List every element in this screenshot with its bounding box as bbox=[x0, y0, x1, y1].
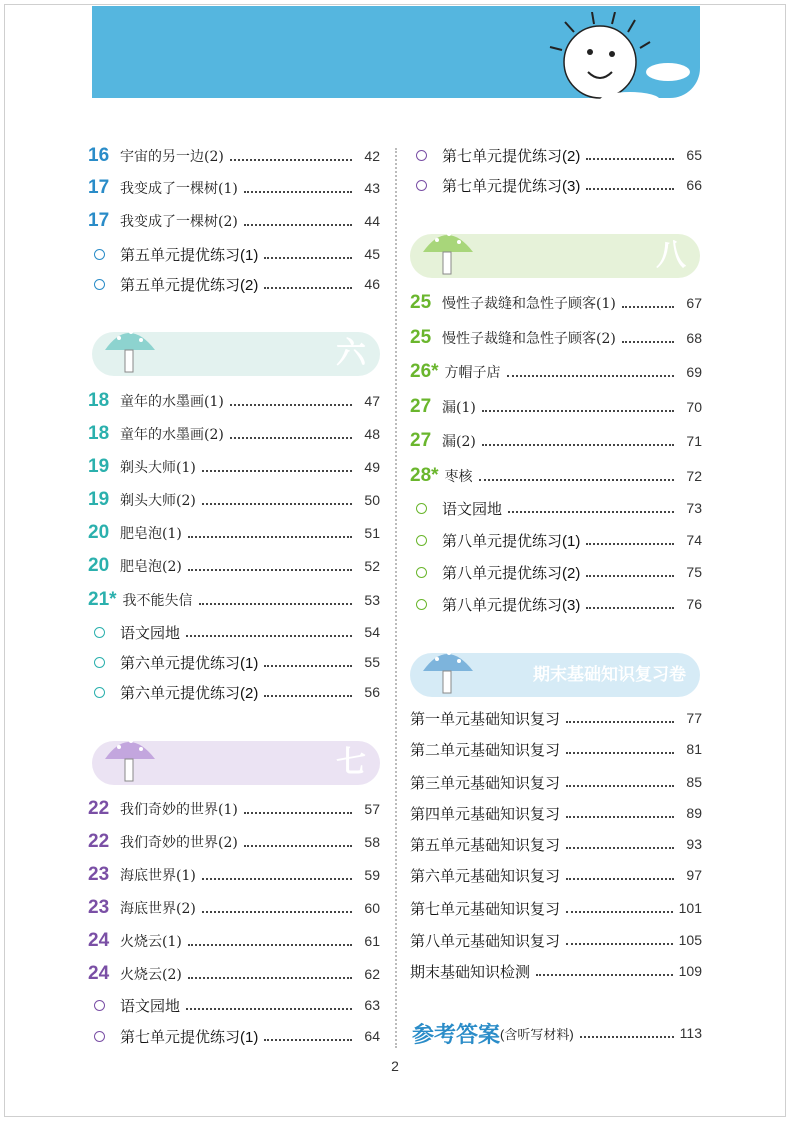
entry-title: 第七单元提优练习(1) bbox=[120, 1028, 259, 1046]
page-ref: 105 bbox=[678, 932, 702, 948]
entry-title: 我们奇妙的世界(1) bbox=[120, 802, 238, 818]
toc-entry[interactable] bbox=[410, 528, 702, 552]
entry-title: 第五单元基础知识复习 bbox=[410, 836, 561, 854]
entry-title: 海底世界(1) bbox=[120, 868, 196, 884]
leader-dots bbox=[264, 257, 352, 259]
circle-bullet-icon bbox=[88, 687, 120, 698]
page-ref: 46 bbox=[364, 276, 380, 292]
leader-dots bbox=[264, 665, 352, 667]
lesson-number: 16 bbox=[88, 145, 110, 166]
entry-title: 童年的水墨画(2) bbox=[120, 427, 224, 443]
entry-title: 枣核 bbox=[444, 469, 473, 485]
toc-entry[interactable] bbox=[410, 429, 702, 453]
entry-title: 第三单元基础知识复习 bbox=[410, 774, 561, 792]
toc-entry[interactable] bbox=[88, 680, 380, 704]
page-ref: 47 bbox=[364, 393, 380, 409]
leader-dots bbox=[230, 437, 352, 439]
leader-dots bbox=[479, 479, 674, 481]
lesson-number: 23 bbox=[88, 864, 110, 885]
entry-title: 肥皂泡(1) bbox=[120, 526, 182, 542]
section-header-review bbox=[410, 653, 700, 697]
lesson-number: 22 bbox=[88, 831, 110, 852]
entry-title: 第五单元提优练习(2) bbox=[120, 276, 259, 294]
entry-title: 火烧云(1) bbox=[120, 934, 182, 950]
leader-dots bbox=[186, 1008, 352, 1010]
toc-entry[interactable] bbox=[410, 173, 702, 197]
toc-entry[interactable] bbox=[410, 928, 702, 952]
page-ref: 54 bbox=[364, 624, 380, 640]
page-ref: 67 bbox=[686, 295, 702, 311]
toc-entry[interactable] bbox=[410, 143, 702, 167]
page-ref: 44 bbox=[364, 213, 380, 229]
leader-dots bbox=[586, 575, 674, 577]
section-header-eight bbox=[410, 234, 700, 278]
lesson-number: 17 bbox=[88, 177, 110, 198]
section-label: 期末基础知识复习卷 bbox=[533, 665, 686, 685]
entry-title: 童年的水墨画(1) bbox=[120, 394, 224, 410]
leader-dots bbox=[230, 404, 352, 406]
entry-title: 剃头大师(1) bbox=[120, 460, 196, 476]
page-ref: 73 bbox=[686, 500, 702, 516]
entry-title: 第二单元基础知识复习 bbox=[410, 741, 561, 759]
page-ref: 72 bbox=[686, 468, 702, 484]
entry-title: 语文园地 bbox=[120, 997, 181, 1015]
lesson-number: 25 bbox=[410, 327, 432, 348]
toc-entry[interactable] bbox=[88, 863, 380, 887]
page-ref: 77 bbox=[686, 710, 702, 726]
circle-bullet-icon bbox=[88, 1000, 120, 1011]
lesson-number: 28* bbox=[410, 465, 439, 486]
answers-note: (含听写材料) bbox=[500, 1026, 574, 1042]
leader-dots bbox=[507, 375, 674, 377]
lesson-number: 23 bbox=[88, 897, 110, 918]
toc-entry[interactable] bbox=[410, 770, 702, 794]
page-ref: 74 bbox=[686, 532, 702, 548]
section-header-six bbox=[92, 332, 380, 376]
page-ref: 45 bbox=[364, 246, 380, 262]
leader-dots bbox=[586, 158, 674, 160]
leader-dots bbox=[566, 785, 674, 787]
lesson-number: 19 bbox=[88, 489, 110, 510]
toc-entry[interactable] bbox=[410, 560, 702, 584]
toc-entry[interactable] bbox=[88, 830, 380, 854]
toc-entry[interactable] bbox=[88, 929, 380, 953]
page-ref: 89 bbox=[686, 805, 702, 821]
page-ref: 93 bbox=[686, 836, 702, 852]
leader-dots bbox=[566, 878, 674, 880]
entry-title: 我不能失信 bbox=[122, 593, 193, 609]
toc-entry[interactable] bbox=[410, 737, 702, 761]
entry-title: 第八单元基础知识复习 bbox=[410, 932, 561, 950]
leader-dots bbox=[244, 812, 352, 814]
circle-bullet-icon bbox=[410, 180, 442, 191]
toc-entry[interactable] bbox=[410, 801, 702, 825]
page-ref: 56 bbox=[364, 684, 380, 700]
leader-dots bbox=[482, 444, 674, 446]
entry-title: 慢性子裁缝和急性子顾客(2) bbox=[442, 331, 616, 347]
entry-title: 剃头大师(2) bbox=[120, 493, 196, 509]
toc-entry[interactable] bbox=[88, 242, 380, 266]
entry-title: 肥皂泡(2) bbox=[120, 559, 182, 575]
circle-bullet-icon bbox=[410, 567, 442, 578]
entry-title: 第七单元提优练习(2) bbox=[442, 147, 581, 165]
toc-entry[interactable] bbox=[88, 144, 380, 168]
entry-title: 第七单元基础知识复习 bbox=[410, 900, 561, 918]
entry-title: 慢性子裁缝和急性子顾客(1) bbox=[442, 296, 616, 312]
entry-title: 漏(1) bbox=[442, 400, 476, 416]
circle-bullet-icon bbox=[410, 503, 442, 514]
toc-entry[interactable] bbox=[88, 896, 380, 920]
entry-title: 第五单元提优练习(1) bbox=[120, 246, 259, 264]
page-ref: 63 bbox=[364, 997, 380, 1013]
mushroom-icon bbox=[415, 218, 479, 282]
page-ref: 68 bbox=[686, 330, 702, 346]
toc-entry[interactable] bbox=[410, 496, 702, 520]
leader-dots bbox=[188, 944, 352, 946]
leader-dots bbox=[244, 191, 352, 193]
page-ref: 62 bbox=[364, 966, 380, 982]
section-label: 七 bbox=[336, 745, 366, 780]
leader-dots bbox=[566, 816, 674, 818]
toc-entry[interactable] bbox=[88, 455, 380, 479]
mushroom-icon bbox=[97, 725, 161, 789]
entry-title: 漏(2) bbox=[442, 434, 476, 450]
toc-entry[interactable] bbox=[410, 395, 702, 419]
section-label: 六 bbox=[336, 336, 366, 371]
toc-entry[interactable] bbox=[88, 993, 380, 1017]
entry-title: 第八单元提优练习(3) bbox=[442, 596, 581, 614]
lesson-number: 25 bbox=[410, 292, 432, 313]
toc-entry[interactable] bbox=[88, 1024, 380, 1048]
toc-entry[interactable] bbox=[88, 521, 380, 545]
page-ref: 81 bbox=[686, 741, 702, 757]
entry-title: 第六单元提优练习(1) bbox=[120, 654, 259, 672]
toc-entry[interactable] bbox=[410, 863, 702, 887]
toc-entry[interactable] bbox=[88, 797, 380, 821]
leader-dots bbox=[188, 536, 352, 538]
leader-dots bbox=[202, 911, 352, 913]
page-ref: 59 bbox=[364, 867, 380, 883]
toc-entry[interactable] bbox=[410, 896, 702, 920]
toc-entry[interactable] bbox=[88, 389, 380, 413]
page-ref: 55 bbox=[364, 654, 380, 670]
mushroom-icon bbox=[97, 316, 161, 380]
entry-title: 我变成了一棵树(2) bbox=[120, 214, 238, 230]
toc-entry[interactable] bbox=[88, 209, 380, 233]
circle-bullet-icon bbox=[88, 1031, 120, 1042]
leader-dots bbox=[586, 543, 674, 545]
page-ref: 49 bbox=[364, 459, 380, 475]
page-ref: 57 bbox=[364, 801, 380, 817]
entry-title: 宇宙的另一边(2) bbox=[120, 149, 224, 165]
page-ref: 69 bbox=[686, 364, 702, 380]
leader-dots bbox=[566, 943, 673, 945]
leader-dots bbox=[586, 607, 674, 609]
page-ref: 75 bbox=[686, 564, 702, 580]
entry-title: 第一单元基础知识复习 bbox=[410, 710, 561, 728]
entry-title: 第六单元提优练习(2) bbox=[120, 684, 259, 702]
page-ref: 48 bbox=[364, 426, 380, 442]
leader-dots bbox=[186, 635, 352, 637]
circle-bullet-icon bbox=[410, 150, 442, 161]
toc-entry[interactable] bbox=[88, 176, 380, 200]
page-ref: 51 bbox=[364, 525, 380, 541]
entry-title: 期末基础知识检测 bbox=[410, 963, 531, 981]
circle-bullet-icon bbox=[88, 657, 120, 668]
entry-title: 第四单元基础知识复习 bbox=[410, 805, 561, 823]
page-ref: 64 bbox=[364, 1028, 380, 1044]
toc-entry[interactable] bbox=[88, 422, 380, 446]
page-ref: 42 bbox=[364, 148, 380, 164]
toc-entry[interactable] bbox=[410, 706, 702, 730]
toc-entry[interactable] bbox=[88, 272, 380, 296]
page-ref: 53 bbox=[364, 592, 380, 608]
page-ref: 85 bbox=[686, 774, 702, 790]
leader-dots bbox=[264, 695, 352, 697]
toc-entry[interactable] bbox=[88, 650, 380, 674]
lesson-number: 20 bbox=[88, 522, 110, 543]
lesson-number: 22 bbox=[88, 798, 110, 819]
circle-bullet-icon bbox=[88, 627, 120, 638]
entry-title: 第六单元基础知识复习 bbox=[410, 867, 561, 885]
page-ref: 52 bbox=[364, 558, 380, 574]
toc-entry[interactable] bbox=[410, 464, 702, 488]
page-ref: 61 bbox=[364, 933, 380, 949]
leader-dots bbox=[566, 721, 674, 723]
leader-dots bbox=[202, 878, 352, 880]
toc-entry[interactable] bbox=[410, 360, 702, 384]
lesson-number: 24 bbox=[88, 963, 110, 984]
circle-bullet-icon bbox=[88, 279, 120, 290]
leader-dots bbox=[536, 974, 673, 976]
page-number: 2 bbox=[391, 1058, 399, 1074]
toc-entry[interactable] bbox=[88, 488, 380, 512]
sun-illustration bbox=[520, 12, 700, 112]
toc-entry[interactable] bbox=[410, 832, 702, 856]
toc-entry[interactable] bbox=[410, 959, 702, 983]
circle-bullet-icon bbox=[88, 249, 120, 260]
leader-dots bbox=[566, 847, 674, 849]
leader-dots bbox=[482, 410, 674, 412]
page-ref: 58 bbox=[364, 834, 380, 850]
page-ref: 101 bbox=[678, 900, 702, 916]
lesson-number: 18 bbox=[88, 390, 110, 411]
lesson-number: 21* bbox=[88, 589, 117, 610]
leader-dots bbox=[586, 188, 674, 190]
leader-dots bbox=[188, 977, 352, 979]
toc-entry[interactable] bbox=[88, 588, 380, 612]
leader-dots bbox=[202, 470, 352, 472]
page-ref: 71 bbox=[686, 433, 702, 449]
section-label: 八 bbox=[656, 238, 686, 273]
leader-dots bbox=[199, 603, 352, 605]
leader-dots bbox=[580, 1036, 674, 1038]
entry-title: 第八单元提优练习(1) bbox=[442, 532, 581, 550]
leader-dots bbox=[244, 224, 352, 226]
circle-bullet-icon bbox=[410, 535, 442, 546]
page-ref: 65 bbox=[686, 147, 702, 163]
toc-entry[interactable] bbox=[88, 620, 380, 644]
lesson-number: 20 bbox=[88, 555, 110, 576]
mushroom-icon bbox=[415, 637, 479, 701]
entry-title: 方帽子店 bbox=[444, 365, 501, 381]
page-ref: 60 bbox=[364, 900, 380, 916]
page-ref: 76 bbox=[686, 596, 702, 612]
entry-title: 语文园地 bbox=[120, 624, 181, 642]
page-ref: 97 bbox=[686, 867, 702, 883]
entry-title: 语文园地 bbox=[442, 500, 503, 518]
entry-title: 火烧云(2) bbox=[120, 967, 182, 983]
leader-dots bbox=[264, 1039, 352, 1041]
page-ref: 70 bbox=[686, 399, 702, 415]
entry-title: 第八单元提优练习(2) bbox=[442, 564, 581, 582]
toc-entry[interactable] bbox=[88, 962, 380, 986]
leader-dots bbox=[508, 511, 674, 513]
lesson-number: 27 bbox=[410, 430, 432, 451]
page-ref: 66 bbox=[686, 177, 702, 193]
toc-entry[interactable] bbox=[410, 291, 702, 315]
leader-dots bbox=[622, 341, 674, 343]
leader-dots bbox=[188, 569, 352, 571]
answers-title: 参考答案 bbox=[412, 1021, 501, 1047]
lesson-number: 24 bbox=[88, 930, 110, 951]
page-ref: 50 bbox=[364, 492, 380, 508]
lesson-number: 26* bbox=[410, 361, 439, 382]
column-divider bbox=[395, 148, 397, 1048]
lesson-number: 17 bbox=[88, 210, 110, 231]
leader-dots bbox=[264, 287, 352, 289]
leader-dots bbox=[230, 159, 352, 161]
toc-entry[interactable] bbox=[410, 592, 702, 616]
page-ref: 109 bbox=[678, 963, 702, 979]
lesson-number: 19 bbox=[88, 456, 110, 477]
page-ref: 43 bbox=[364, 180, 380, 196]
lesson-number: 18 bbox=[88, 423, 110, 444]
entry-title: 我们奇妙的世界(2) bbox=[120, 835, 238, 851]
page-ref: 113 bbox=[679, 1025, 702, 1041]
answers-row[interactable] bbox=[412, 1018, 702, 1048]
leader-dots bbox=[622, 306, 674, 308]
entry-title: 我变成了一棵树(1) bbox=[120, 181, 238, 197]
leader-dots bbox=[566, 752, 674, 754]
circle-bullet-icon bbox=[410, 599, 442, 610]
leader-dots bbox=[244, 845, 352, 847]
lesson-number: 27 bbox=[410, 396, 432, 417]
leader-dots bbox=[202, 503, 352, 505]
entry-title: 海底世界(2) bbox=[120, 901, 196, 917]
section-header-seven bbox=[92, 741, 380, 785]
leader-dots bbox=[566, 911, 673, 913]
toc-entry[interactable] bbox=[410, 326, 702, 350]
toc-entry[interactable] bbox=[88, 554, 380, 578]
entry-title: 第七单元提优练习(3) bbox=[442, 177, 581, 195]
